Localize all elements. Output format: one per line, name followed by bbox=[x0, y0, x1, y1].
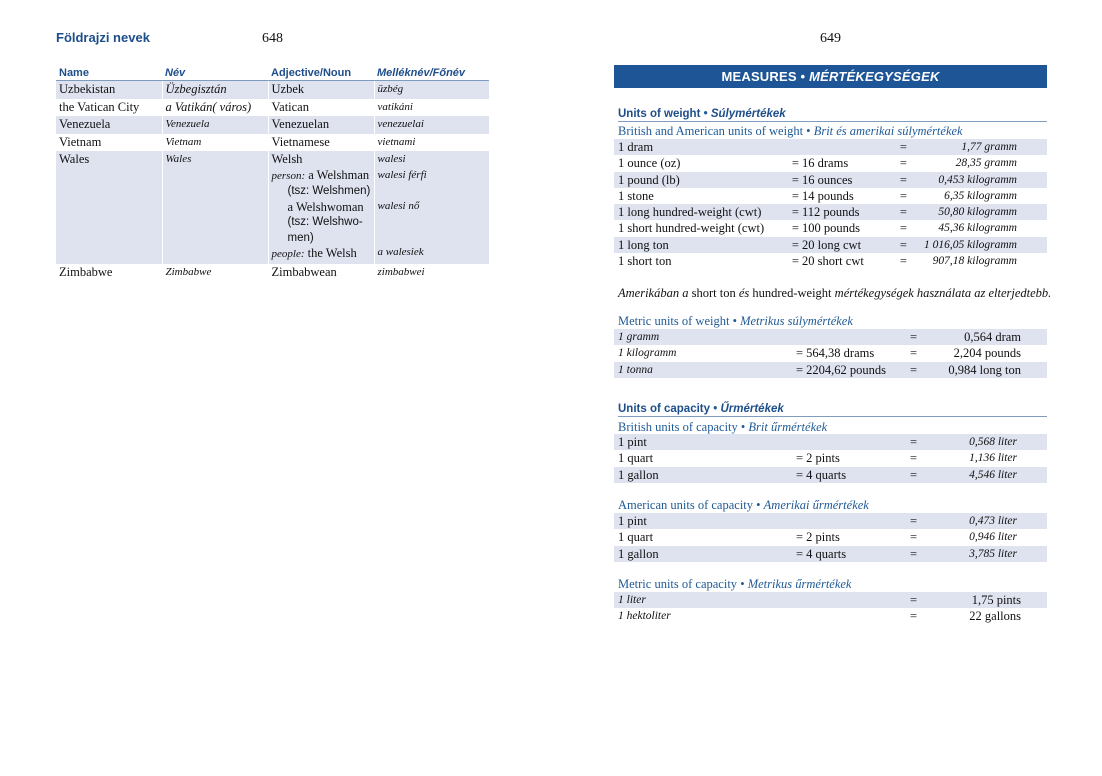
people-label: people: bbox=[271, 248, 305, 260]
unit-row bbox=[614, 467, 1047, 483]
unit-relation: = 4 quarts bbox=[792, 546, 906, 562]
brit-capacity-table bbox=[614, 434, 1047, 483]
unit-relation: = 564,38 drams bbox=[796, 346, 875, 361]
unit-row bbox=[614, 253, 1047, 269]
row-adjective: Venezuelan bbox=[268, 116, 374, 134]
unit-row bbox=[614, 434, 1047, 450]
page-number-left: 648 bbox=[262, 31, 283, 46]
geographic-names-table bbox=[56, 66, 489, 281]
metric-weight-en: Metric units of weight bbox=[618, 314, 730, 328]
row-nev: Üzbegisztán bbox=[162, 81, 268, 99]
unit-relation: = 20 long cwt bbox=[788, 237, 896, 253]
row-nev: a Vatikán( város) bbox=[162, 99, 268, 117]
people-value: the Welsh bbox=[307, 246, 357, 260]
brit-weight-hu: Brit és amerikai súlymértékek bbox=[813, 124, 963, 138]
unit-conversion: 0,568 liter bbox=[932, 434, 1047, 450]
unit-relation bbox=[792, 592, 906, 608]
metric-weight-table bbox=[614, 329, 1047, 378]
unit-relation: = 100 pounds bbox=[791, 221, 861, 236]
table-row bbox=[56, 134, 489, 152]
unit-name: 1 short hundred-weight (cwt) bbox=[618, 221, 765, 236]
woman-plural-2: men) bbox=[287, 231, 314, 244]
amer-capacity-table bbox=[614, 513, 1047, 562]
table-row bbox=[56, 99, 489, 117]
metric-capacity-table bbox=[614, 592, 1047, 625]
unit-row bbox=[614, 608, 1047, 624]
unit-relation bbox=[792, 434, 906, 450]
row-name: Uzbekistan bbox=[56, 81, 162, 99]
unit-name: 1 tonna bbox=[614, 362, 792, 378]
unit-equals: = bbox=[910, 530, 918, 545]
weight-heading-en: Units of weight bbox=[618, 108, 701, 120]
metric-weight-hu: Metrikus súlymértékek bbox=[740, 314, 853, 328]
unit-name: 1 pint bbox=[614, 434, 792, 450]
row-adjective: Zimbabwean bbox=[268, 264, 374, 282]
unit-equals: = bbox=[906, 546, 932, 562]
row-adjective: Vietnamese bbox=[268, 134, 374, 152]
row-name: Wales bbox=[56, 151, 162, 264]
unit-equals: = bbox=[896, 139, 920, 155]
unit-conversion: 0,564 dram bbox=[932, 329, 1047, 345]
weight-section-heading: Units of weight • Súlymértékek bbox=[618, 108, 1047, 122]
unit-conversion: 0,453 kilogramm bbox=[920, 172, 1047, 188]
note-short-ton: short ton bbox=[691, 286, 736, 300]
column-header-adjective: Adjective/Noun bbox=[268, 66, 374, 81]
unit-name: 1 pint bbox=[614, 513, 792, 529]
metric-capacity-subheading: Metric units of capacity • Metrikus űrmértékek bbox=[618, 577, 852, 591]
mell-walesi: walesi bbox=[377, 153, 406, 165]
unit-name: 1 hektoliter bbox=[618, 610, 671, 623]
unit-name: 1 dram bbox=[614, 139, 788, 155]
unit-name: 1 long ton bbox=[614, 237, 788, 253]
unit-equals: = bbox=[899, 221, 907, 236]
unit-name: 1 stone bbox=[618, 188, 654, 203]
unit-equals: = bbox=[896, 172, 920, 188]
unit-relation: = 112 pounds bbox=[788, 204, 896, 220]
weight-heading-hu: Súlymértékek bbox=[710, 108, 786, 120]
row-melleknev: vatikáni bbox=[374, 99, 489, 117]
unit-equals: = bbox=[906, 467, 932, 483]
amer-cap-en: American units of capacity bbox=[618, 498, 754, 512]
unit-conversion: 45,36 kilogramm bbox=[938, 222, 1017, 235]
unit-conversion: 1,136 liter bbox=[969, 452, 1017, 465]
unit-conversion: 2,204 pounds bbox=[953, 346, 1021, 361]
unit-name: 1 ounce (oz) bbox=[618, 156, 681, 171]
woman-mell: walesi nő bbox=[377, 199, 420, 212]
unit-row bbox=[614, 546, 1047, 562]
unit-name: 1 gallon bbox=[614, 467, 792, 483]
row-melleknev: üzbég bbox=[374, 81, 489, 99]
column-header-name: Name bbox=[56, 66, 162, 81]
unit-relation bbox=[792, 513, 906, 529]
unit-conversion: 0,946 liter bbox=[969, 531, 1017, 544]
unit-equals: = bbox=[910, 346, 918, 361]
unit-conversion: 50,80 kilogramm bbox=[920, 204, 1047, 220]
amer-capacity-subheading: American units of capacity • Amerikai űrmértékek bbox=[618, 498, 869, 512]
unit-conversion: 28,35 gramm bbox=[955, 157, 1017, 170]
capacity-heading-hu: Űrmértékek bbox=[720, 403, 784, 415]
unit-name: 1 gallon bbox=[614, 546, 792, 562]
person-label: person: bbox=[271, 169, 306, 182]
unit-conversion: 0,984 long ton bbox=[932, 362, 1047, 378]
unit-row bbox=[614, 172, 1047, 188]
row-nev: Venezuela bbox=[162, 116, 268, 134]
metric-weight-subheading: Metric units of weight • Metrikus súlymértékek bbox=[618, 314, 853, 328]
section-title: Földrajzi nevek bbox=[56, 30, 150, 45]
unit-equals: = bbox=[910, 609, 918, 624]
row-nev: Wales bbox=[162, 151, 268, 264]
amer-cap-hu: Amerikai űrmértékek bbox=[763, 498, 869, 512]
unit-row bbox=[614, 450, 1047, 466]
unit-conversion: 1,75 pints bbox=[932, 592, 1047, 608]
measures-banner bbox=[614, 65, 1047, 88]
row-melleknev bbox=[374, 151, 489, 264]
usage-note bbox=[618, 286, 1051, 301]
row-adjective: Vatican bbox=[268, 99, 374, 117]
row-nev: Zimbabwe bbox=[162, 264, 268, 282]
person-mell: walesi férfi bbox=[377, 168, 427, 181]
unit-row bbox=[614, 204, 1047, 220]
woman-plural-1: (tsz: Welshwo- bbox=[287, 216, 363, 228]
banner-title: MEASURES bbox=[721, 69, 797, 84]
row-melleknev: zimbabwei bbox=[374, 264, 489, 282]
page-number-right: 649 bbox=[820, 31, 841, 46]
column-header-nev: Név bbox=[162, 66, 268, 81]
unit-name: 1 kilogramm bbox=[618, 347, 677, 360]
unit-row bbox=[614, 237, 1047, 253]
row-name: the Vatican City bbox=[59, 99, 140, 114]
brit-cap-en: British units of capacity bbox=[618, 420, 738, 434]
unit-relation bbox=[788, 139, 896, 155]
unit-equals: = bbox=[899, 156, 907, 171]
unit-relation: = 2 pints bbox=[796, 451, 840, 466]
row-melleknev: venezuelai bbox=[374, 116, 489, 134]
row-name: Venezuela bbox=[56, 116, 162, 134]
unit-name: 1 liter bbox=[614, 592, 792, 608]
unit-row bbox=[614, 139, 1047, 155]
note-part: mértékegységek használata az elterjedtebb. bbox=[834, 286, 1052, 300]
unit-conversion: 1 016,05 kilogramm bbox=[920, 237, 1047, 253]
brit-cap-hu: Brit űrmértékek bbox=[748, 420, 828, 434]
unit-conversion: 907,18 kilogramm bbox=[932, 255, 1017, 268]
capacity-heading-en: Units of capacity bbox=[618, 403, 711, 415]
unit-name: 1 pound (lb) bbox=[614, 172, 788, 188]
row-name: Zimbabwe bbox=[59, 264, 113, 279]
unit-equals: = bbox=[906, 592, 932, 608]
unit-name: 1 quart bbox=[618, 530, 654, 545]
unit-equals: = bbox=[899, 254, 907, 269]
banner-separator: • bbox=[800, 69, 806, 84]
brit-capacity-subheading: British units of capacity • Brit űrmértékek bbox=[618, 420, 828, 434]
banner-title-hu: MÉRTÉKEGYSÉGEK bbox=[809, 69, 940, 84]
unit-relation: = 20 short cwt bbox=[791, 254, 864, 269]
unit-row bbox=[614, 362, 1047, 378]
unit-conversion: 0,473 liter bbox=[932, 513, 1047, 529]
metric-cap-en: Metric units of capacity bbox=[618, 577, 738, 591]
unit-row bbox=[614, 329, 1047, 345]
unit-row bbox=[614, 529, 1047, 545]
unit-equals: = bbox=[896, 237, 920, 253]
row-name: Vietnam bbox=[59, 134, 102, 149]
table-row bbox=[56, 264, 489, 282]
woman-value: a Welshwoman bbox=[287, 199, 364, 214]
unit-equals: = bbox=[899, 188, 907, 203]
unit-relation: = 2 pints bbox=[796, 530, 840, 545]
row-adjective bbox=[268, 151, 374, 264]
unit-relation: = 16 ounces bbox=[788, 172, 896, 188]
unit-relation bbox=[792, 608, 906, 624]
unit-relation: = 4 quarts bbox=[792, 467, 906, 483]
column-header-melleknev: Melléknév/Főnév bbox=[374, 66, 489, 81]
unit-name: 1 short ton bbox=[618, 254, 672, 269]
unit-conversion: 1,77 gramm bbox=[920, 139, 1047, 155]
row-adjective: Uzbek bbox=[268, 81, 374, 99]
table-row bbox=[56, 116, 489, 134]
unit-relation: = 16 drams bbox=[791, 156, 849, 171]
unit-name: 1 long hundred-weight (cwt) bbox=[614, 204, 788, 220]
unit-name: 1 gramm bbox=[614, 329, 792, 345]
unit-equals: = bbox=[896, 204, 920, 220]
unit-row bbox=[614, 345, 1047, 361]
unit-relation: = 14 pounds bbox=[791, 188, 854, 203]
unit-equals: = bbox=[906, 362, 932, 378]
unit-equals: = bbox=[906, 513, 932, 529]
unit-row bbox=[614, 220, 1047, 236]
brit-weight-table bbox=[614, 139, 1047, 269]
table-header-row bbox=[56, 66, 489, 81]
unit-name: 1 quart bbox=[618, 451, 654, 466]
unit-equals: = bbox=[906, 329, 932, 345]
note-part: és bbox=[738, 286, 750, 300]
person-value: a Welshman bbox=[308, 167, 370, 182]
unit-row bbox=[614, 188, 1047, 204]
table-row bbox=[56, 151, 489, 264]
people-mell: a walesiek bbox=[377, 246, 424, 258]
brit-weight-subheading: British and American units of weight • Brit és amerikai súlymértékek bbox=[618, 124, 963, 138]
row-nev: Vietnam bbox=[162, 134, 268, 152]
unit-conversion: 6,35 kilogramm bbox=[944, 189, 1017, 202]
unit-row bbox=[614, 592, 1047, 608]
brit-weight-en: British and American units of weight bbox=[618, 124, 804, 138]
table-row bbox=[56, 81, 489, 99]
adj-welsh: Welsh bbox=[271, 152, 303, 166]
unit-relation: = 2204,62 pounds bbox=[792, 362, 906, 378]
unit-equals: = bbox=[910, 451, 918, 466]
unit-conversion: 3,785 liter bbox=[932, 546, 1047, 562]
unit-conversion: 4,546 liter bbox=[932, 467, 1047, 483]
unit-row bbox=[614, 155, 1047, 171]
metric-cap-hu: Metrikus űrmértékek bbox=[747, 577, 852, 591]
note-hundred-weight: hundred-weight bbox=[752, 286, 832, 300]
unit-relation bbox=[792, 329, 906, 345]
unit-row bbox=[614, 513, 1047, 529]
capacity-section-heading: Units of capacity • Űrmértékek bbox=[618, 403, 1047, 417]
row-melleknev: vietnami bbox=[374, 134, 489, 152]
note-part: Amerikában a bbox=[618, 286, 689, 300]
unit-equals: = bbox=[906, 434, 932, 450]
person-plural: (tsz: Welshmen) bbox=[287, 185, 371, 197]
unit-conversion: 22 gallons bbox=[969, 609, 1021, 624]
